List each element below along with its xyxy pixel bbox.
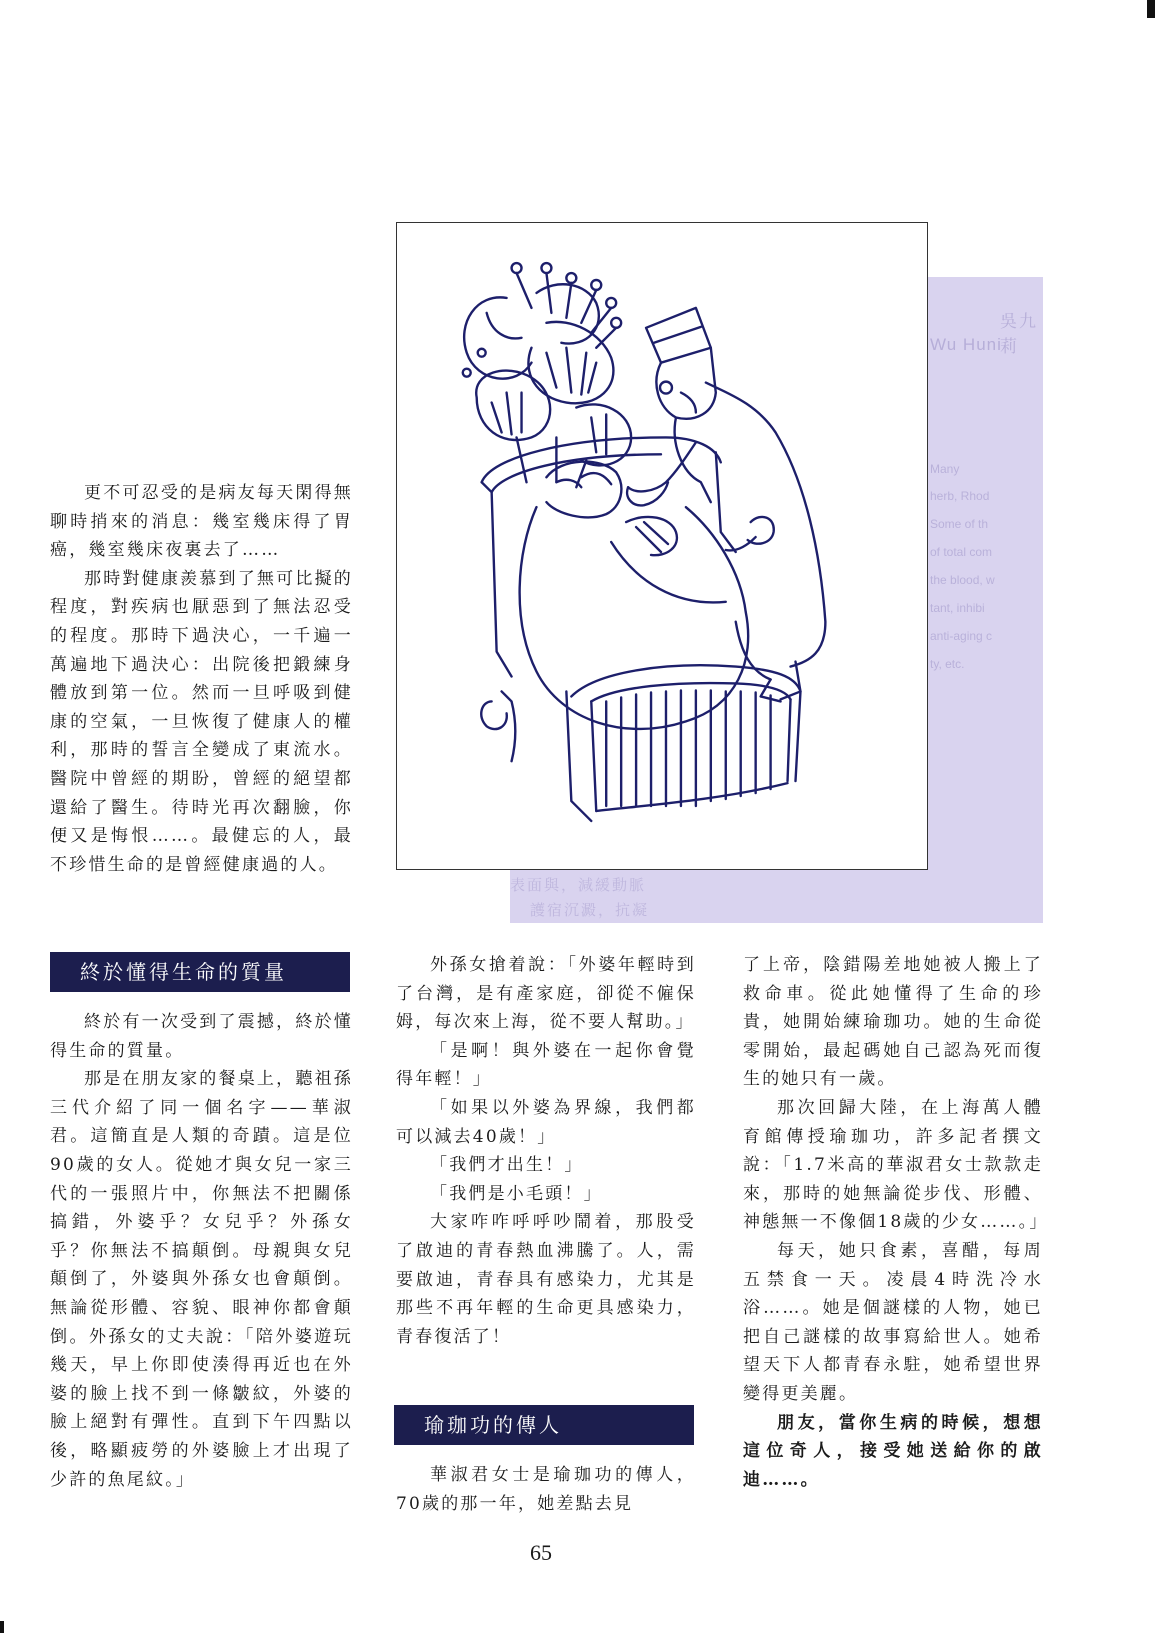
doctor-figure — [627, 308, 825, 702]
illustration-frame — [396, 222, 928, 870]
ghost-text: 吳九莉 — [1000, 312, 1038, 356]
paragraph: 「我們才出生！」 — [430, 1155, 584, 1176]
ghost-text: Wu Huni — [930, 335, 1002, 354]
column-1-text — [50, 479, 353, 879]
doctor-patient-illustration — [397, 223, 927, 869]
paragraph: 那時對健康羨慕到了無可比擬的程度，對疾病也厭惡到了無法忍受的程度。那時下過決心，一千遍一萬遍地下過決心：出院後把鍛練身體放到第一位。然而一旦呼吸到健康的空氣，一旦恢復了健康人的權利，那時的誓言全變成了東流水。醫院中曾經的期盼，曾經的絕望都還給了醫生。待時光再次翻臉，你便又是悔恨……。最健忘的人，最不珍惜生命的是曾經健康過的人。 — [50, 568, 353, 875]
column-2-text — [396, 951, 696, 1351]
section-1-text — [50, 1008, 353, 1494]
ghost-text: anti-aging c — [930, 629, 993, 643]
paragraph: 「我們是小毛頭！」 — [430, 1183, 603, 1204]
paragraph: 外孫女搶着說：「外婆年輕時到了台灣，是有產家庭，卻從不僱保姆，每次來上海，從不要人幫助。」 — [396, 955, 696, 1033]
page-number: 65 — [530, 1540, 552, 1565]
paragraph: 那是在朋友家的餐桌上，聽祖孫三代介紹了同一個名字——華淑君。這簡直是人類的奇蹟。這是位90歲的女人。從她才與女兒一家三代的一張照片中，你無法不把關係搞錯，外婆乎？女兒乎？外孫女乎？你無法不搞顛倒。母親與女兒顛倒了，外婆與外孫女也會顛倒。無論從形體、容貌、眼神你都會顛倒。外孫女的丈夫說：「陪外婆遊玩幾天，早上你即使湊得再近也在外婆的臉上找不到一條皺紋，外婆的臉上絕對有彈性。直到下午四點以後，略顯疲勞的外婆臉上才出現了少許的魚尾紋。」 — [50, 1069, 353, 1490]
crop-mark-bottom — [0, 1621, 4, 1633]
column-3-text — [743, 951, 1049, 1494]
ghost-text: 表面與，減緩動脈 — [510, 877, 647, 894]
paragraph: 「如果以外婆為界線，我們都可以減去40歲！」 — [396, 1097, 696, 1147]
paragraph: 每天，她只食素，喜醋，每周五禁食一天。凌晨4時洗冷水浴……。她是個謎樣的人物，她已把自己謎樣的故事寫給世人。她希望天下人都青春永駐，她希望世界變得更美麗。 — [743, 1240, 1043, 1404]
paragraph: 「是啊！與外婆在一起你會覺得年輕！」 — [396, 1040, 696, 1090]
closing-paragraph: 朋友，當你生病的時候，想想這位奇人，接受她送給你的啟迪……。 — [743, 1412, 1043, 1490]
flower-bouquet — [463, 263, 631, 487]
crop-mark-top — [1147, 0, 1155, 18]
ghost-text: herb, Rhod — [930, 489, 990, 503]
ghost-text: 護宿沉澱，抗凝 — [530, 902, 650, 919]
ghost-text: Some of th — [930, 517, 989, 531]
paragraph: 了上帝，陰錯陽差地她被人搬上了救命車。從此她懂得了生命的珍貴，她開始練瑜珈功。她的生命從零開始，最起碼她自己認為死而復生的她只有一歲。 — [743, 955, 1043, 1090]
ghost-text: tant, inhibi — [930, 601, 985, 615]
ghost-text: ty, etc. — [930, 657, 965, 671]
section-2-text — [396, 1461, 696, 1518]
bed-with-patient — [481, 437, 800, 821]
section-heading: 瑜珈功的傳人 — [394, 1405, 694, 1445]
section-heading: 終於懂得生命的質量 — [50, 952, 350, 992]
ghost-text: Many — [930, 462, 960, 476]
paragraph: 那次回歸大陸，在上海萬人體育館傳授瑜珈功，許多記者撰文說：「1.7米高的華淑君女士款款走來，那時的她無論從步伐、形體、神態無一不像個18歲的少女……。」 — [743, 1097, 1049, 1233]
ghost-text: the blood, w — [930, 573, 995, 587]
ghost-text: of total com — [930, 545, 993, 559]
paragraph: 華淑君女士是瑜珈功的傳人，70歲的那一年，她差點去見 — [396, 1465, 696, 1514]
paragraph: 更不可忍受的是病友每天閑得無聊時捎來的消息：幾室幾床得了胃癌，幾室幾床夜裏去了…… — [50, 483, 353, 561]
paragraph: 終於有一次受到了震撼，終於懂得生命的質量。 — [50, 1012, 353, 1061]
paragraph: 大家咋咋呼呼吵鬧着，那股受了啟迪的青春熱血沸騰了。人，需要啟迪，青春具有感染力，尤其是那些不再年輕的生命更具感染力，青春復活了！ — [396, 1212, 696, 1347]
